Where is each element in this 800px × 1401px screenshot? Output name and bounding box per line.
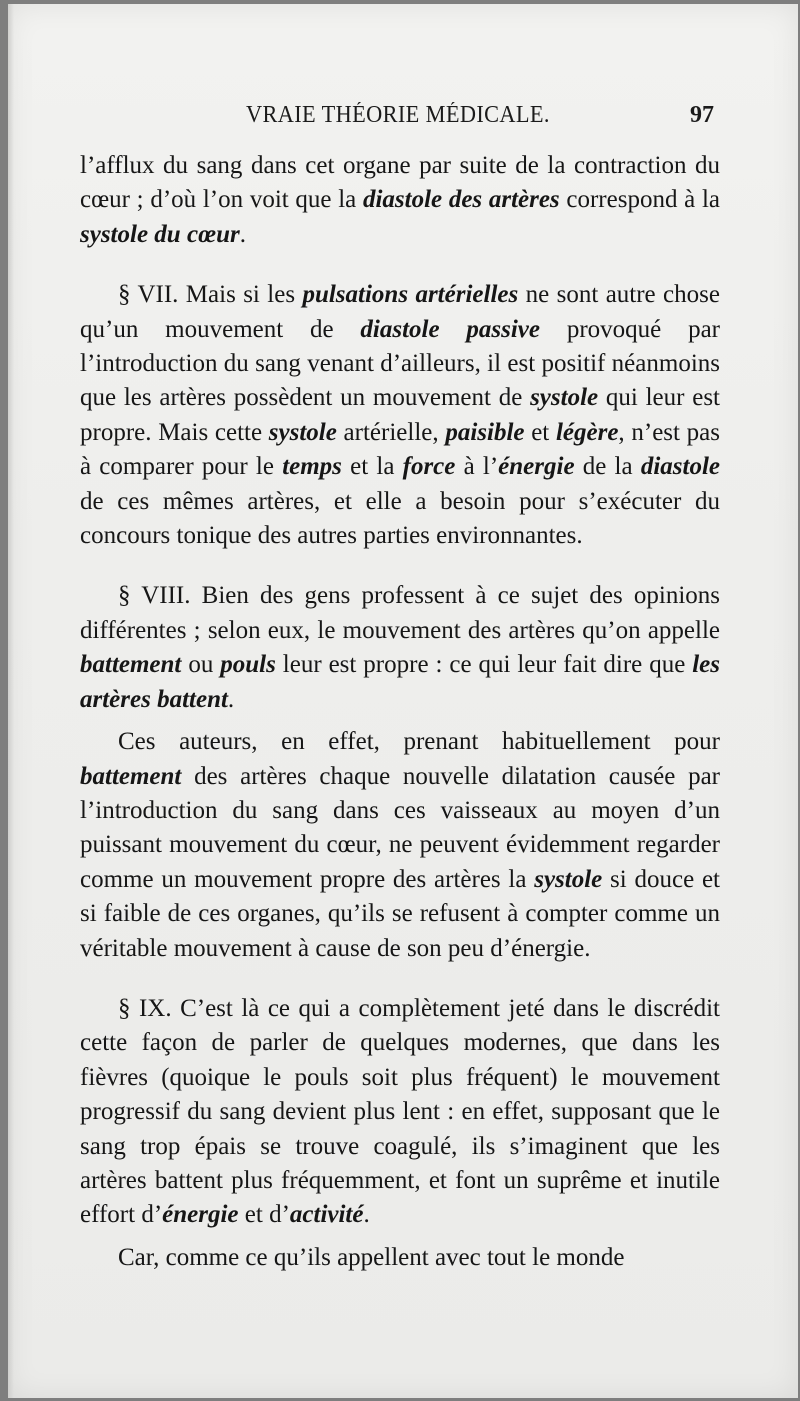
paragraph-section-viii: § VIII. Bien des gens professent à ce sujet des opinions différentes ; selon eux, le mouvement des artères qu’on appelle battement ou pouls leur est propre : ce qui leur fait dire que les artères battent. (80, 582, 720, 713)
paragraph-continuation: l’afflux du sang dans cet organe par suite de la contraction du cœur ; d’où l’on voit que la diastole des artères correspond à la systole du cœur. (80, 152, 720, 248)
paragraph-section-vii: § VII. Mais si les pulsations artérielles ne sont autre chose qu’un mouvement de diastole passive provoqué par l’introduction du sang venant d’ailleurs, il est positif néanmoins que les artères possèdent un mouvement de systole qui leur est propre. Mais cette systole artérielle, paisible et légère, n’est pas à comparer pour le temps et la force à l’énergie de la diastole de ces mêmes artères, et elle a besoin pour s’exécuter du concours tonique des autres parties environnantes. (80, 281, 721, 550)
page-header (80, 102, 720, 142)
section-mark: § IX. (118, 994, 172, 1022)
running-title: VRAIE THÉORIE MÉDICALE. (246, 102, 550, 128)
section-mark: § VIII. (118, 582, 191, 610)
section-mark: § VII. (118, 281, 179, 309)
paragraph-car-comme: Car, comme ce qu’ils appellent avec tout le monde (118, 1243, 625, 1271)
page-body (80, 149, 720, 1275)
paragraph-section-ix: § IX. C’est là ce qui a complètement jeté dans le discrédit cette façon de parler de quelques modernes, que dans les fièvres (quoique le pouls soit plus fréquent) le mouvement progressif du sang devient plus lent : en effet, supposant que le sang trop épais se trouve coagulé, ils s’imaginent que les artères battent plus fréquemment, et font un suprême et inutile effort d’énergie et d’activité. (80, 994, 720, 1229)
page-number: 97 (690, 102, 714, 128)
paragraph-ces-auteurs: Ces auteurs, en effet, prenant habituellement pour battement des artères chaque nouvelle dilatation causée par l’introduction du sang dans ces vaisseaux au moyen d’un puissant mouvement du cœur, ne peuvent évidemment regarder comme un mouvement propre des artères la systole si douce et si faible de ces organes, qu’ils se refusent à compter comme un véritable mouvement à cause de son peu d’énergie. (80, 728, 720, 962)
book-page (8, 4, 798, 1398)
